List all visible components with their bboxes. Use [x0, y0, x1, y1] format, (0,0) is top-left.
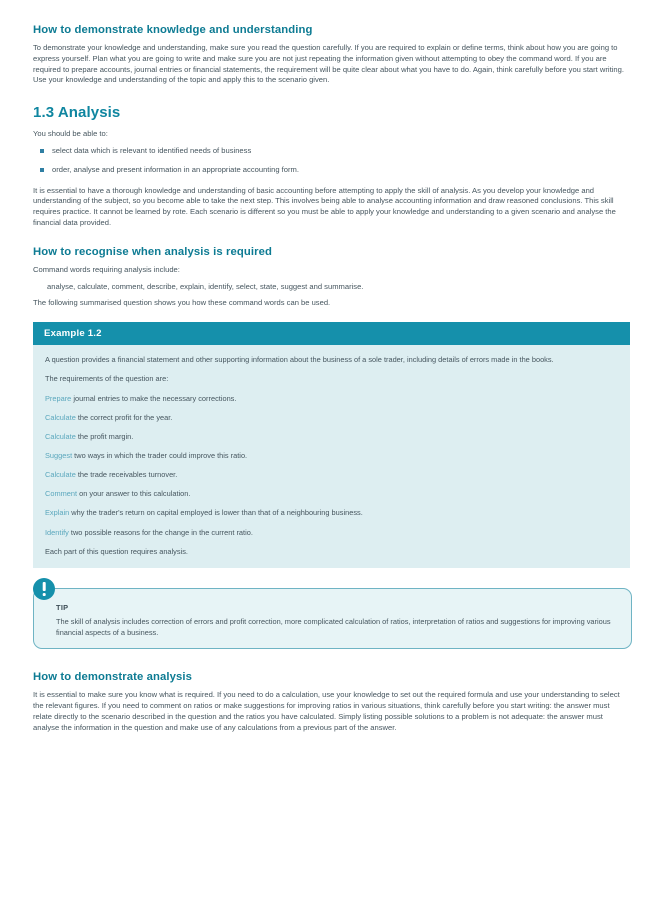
- command-word: Prepare: [45, 393, 72, 403]
- example-requirement-item: [45, 508, 618, 519]
- list-analysis-objectives: [33, 146, 630, 176]
- example-requirement-item: [45, 489, 618, 500]
- tip-label: TIP: [56, 603, 69, 613]
- command-word: Suggest: [45, 451, 73, 461]
- requirement-text: two ways in which the trader could improve this ratio.: [72, 451, 248, 461]
- example-box-title: Example 1.2: [33, 322, 630, 345]
- text-following-summarised-question: The following summarised question shows you how these command words can be used.: [33, 298, 331, 308]
- example-requirements-label: The requirements of the question are:: [45, 374, 169, 384]
- lead-you-should-be-able-to: You should be able to:: [33, 129, 108, 139]
- example-requirement-item: [45, 413, 618, 424]
- list-item: [33, 165, 630, 176]
- heading-recognise-analysis: How to recognise when analysis is required: [33, 245, 272, 258]
- paragraph-analysis-essential: It is essential to have a thorough knowledge and understanding of basic accounting before attempting to apply the skill of analysis. As you develop your knowledge and understanding of the subject, so you become able to take the next step. This involves being able to analyse accounting information and draw reasoned conclusions. This skill requires practice. It cannot be learned by rote. Each scenario is different so you must be able to apply your knowledge and understanding to a given scenario and analyse the financial data provided.: [33, 185, 616, 227]
- command-word: Identify: [45, 527, 69, 537]
- requirement-text: the profit margin.: [75, 432, 134, 442]
- exclamation-bar: [43, 582, 46, 591]
- requirement-text: the trade receivables turnover.: [75, 470, 178, 480]
- requirement-text: two possible reasons for the change in the current ratio.: [68, 527, 253, 537]
- example-requirement-item: [45, 394, 618, 405]
- requirement-text: why the trader's return on capital employed is lower than that of a neighbouring business.: [69, 508, 363, 518]
- paragraph-demonstrate-knowledge: To demonstrate your knowledge and understanding, make sure you read the question carefully. If you are required to explain or define terms, think about how you are going to express yourself. Plan what you are going to write and make sure you are not just repeating the information given without attempting to obey the command word. If you are required to prepare accounts, journal entries or financial statements, the requirement will be quite clear about what you have to do. Again, think carefully before you start writing. Use your knowledge and understanding of the topic and apply this to the scenario given.: [33, 43, 624, 85]
- lead-command-words-include: Command words requiring analysis include:: [33, 264, 180, 274]
- heading-demonstrate-analysis: How to demonstrate analysis: [33, 671, 193, 684]
- heading-section-analysis: 1.3 Analysis: [33, 104, 121, 122]
- bullet-square-icon: [40, 149, 44, 153]
- paragraph-demonstrate-analysis: It is essential to make sure you know what is required. If you need to do a calculation, use your knowledge to set out the required formula and use your understanding to select the relevant figures. If you need to comment on ratios or make suggestions for improving ratios in various situations, think carefully before you start writing: the answer must relate directly to the scenario described in the question and the ratios you have calculated. Simply listing possible solutions to a problem is not adequate: the answer must analyse the information in the question and make use of any calculations from a previous part of the answer.: [33, 690, 620, 732]
- example-box-body: [33, 345, 630, 568]
- list-item-label: select data which is relevant to identified needs of business: [52, 145, 252, 155]
- requirement-text: journal entries to make the necessary corrections.: [71, 393, 237, 403]
- tip-callout: [33, 588, 632, 649]
- heading-demonstrate-knowledge: How to demonstrate knowledge and understanding: [33, 24, 313, 36]
- text-command-words-list: analyse, calculate, comment, describe, explain, identify, select, state, suggest and summarise.: [47, 281, 364, 291]
- exclamation-dot: [43, 593, 46, 596]
- example-intro-paragraph: A question provides a financial statement and other supporting information about the business of a sole trader, including details of errors made in the books.: [45, 355, 554, 365]
- example-box: [33, 322, 630, 568]
- list-item: [33, 146, 630, 157]
- tip-box: [33, 588, 632, 649]
- section-demonstrate-analysis: [33, 671, 630, 733]
- example-requirement-item: [45, 432, 618, 443]
- example-requirement-item: [45, 451, 618, 462]
- bullet-square-icon: [40, 168, 44, 172]
- command-word: Calculate: [45, 470, 76, 480]
- example-closing-text: Each part of this question requires analysis.: [45, 546, 188, 556]
- example-requirement-item: [45, 528, 618, 539]
- command-word: Calculate: [45, 432, 76, 442]
- example-requirement-item: [45, 470, 618, 481]
- command-word: Calculate: [45, 412, 76, 422]
- requirement-text: the correct profit for the year.: [75, 412, 173, 422]
- list-item-label: order, analyse and present information in an appropriate accounting form.: [52, 164, 299, 174]
- requirement-text: on your answer to this calculation.: [77, 489, 191, 499]
- tip-text: The skill of analysis includes correction of errors and profit correction, more complicated calculation of ratios, interpretation of ratios and suggestions for improving various financial aspects of a business.: [56, 617, 611, 637]
- command-word: Comment: [45, 489, 78, 499]
- command-word: Explain: [45, 508, 70, 518]
